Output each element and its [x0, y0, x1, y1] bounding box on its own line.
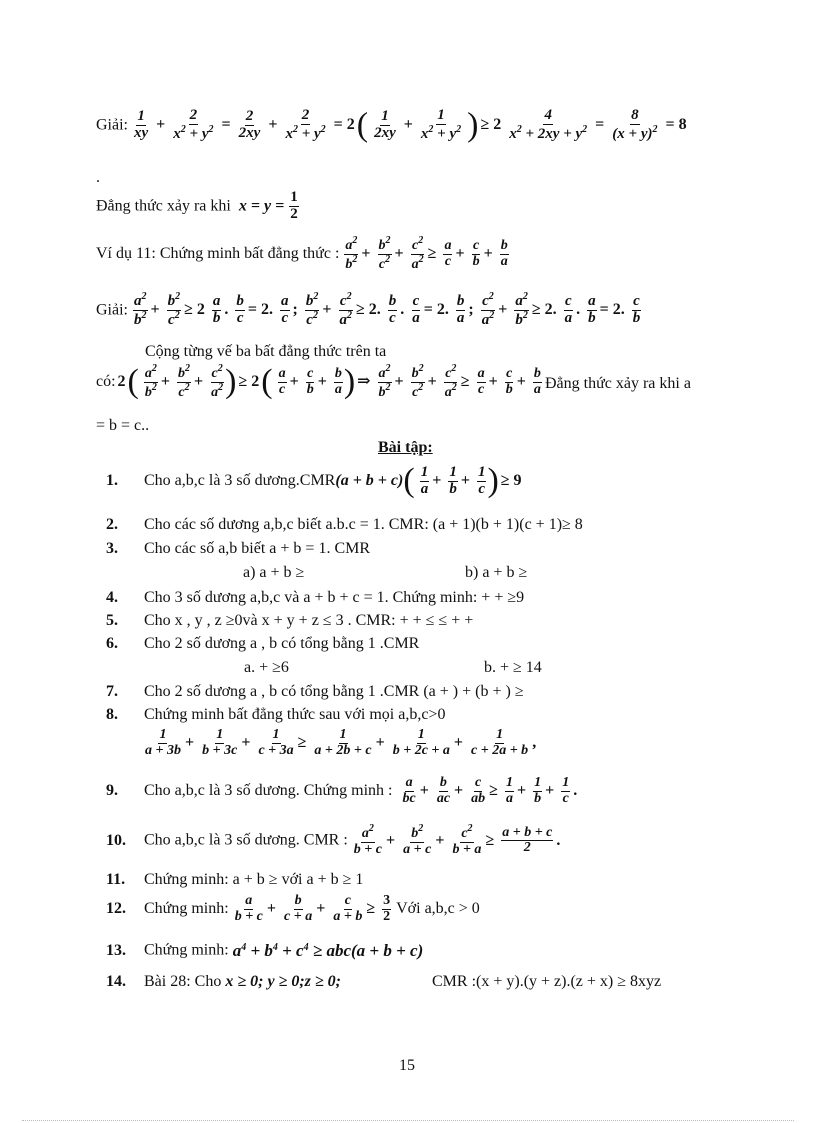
exercise-5-num: 5.: [106, 612, 118, 629]
exercise-10-num: 10.: [106, 831, 126, 849]
example-11: Ví dụ 11: Chứng minh bất đẳng thức : $\frac{a^2}{b^2}$ + $\frac{b^2}{c^2}$ + $\frac{c^2}{a^2}$ ≥ $\frac{a}{c}$ + $\frac{c}{b}$ + $\frac{b}{a}$: [96, 235, 508, 272]
exercise-6-text: Cho 2 số dương a , b có tổng bằng 1 .CMR: [144, 635, 420, 652]
co-label: có:: [96, 373, 116, 391]
exercise-5-text: Cho x , y , z ≥0và x + y + z ≤ 3 . CMR: + + ≤ ≤ + +: [144, 612, 474, 629]
exercise-7-text: Cho 2 số dương a , b có tổng bằng 1 .CMR (a + ) + (b + ) ≥: [144, 683, 524, 700]
exercise-3a: a) a + b ≥: [243, 564, 305, 581]
sum-line: có: 2( $\frac{a^2}{b^2}$ + $\frac{b^2}{c^2}$ + $\frac{c^2}{a^2}$ ) ≥ 2( $\frac{a}{c}$ + $\frac{c}{b}$ + $\frac{b}{a}$ ) ⇒ $\frac{a^2}{b^2}$ + $\frac{b^2}{c^2}$ + $\frac{c^2}{a^2}$ ≥ $\frac{a}{c}$ + $\frac{c}{b}$ + $\frac{b}{a}$: [96, 363, 541, 401]
exercise-2-text: Cho các số dương a,b,c biết a.b.c = 1. CMR: (a + 1)(b + 1)(c + 1)≥ 8: [144, 516, 583, 533]
exercise-6a: a. + ≥6: [244, 659, 289, 676]
exercise-11-num: 11.: [106, 871, 126, 888]
exercise-13: 13. Chứng minh: $a^4 + b^4 + c^4 \ge abc(a + b + c)$: [106, 941, 424, 960]
exercise-1-text: Cho a,b,c là 3 số dương.CMR: [144, 472, 336, 489]
solution-line-1: Giải: $\frac{1}{xy}$ + $\frac{2}{x^2 + y^2}$ = $\frac{2}{2xy}$ + $\frac{2}{x^2 + y^2}$ = 2( $\frac{1}{2xy}$ + $\frac{1}{x^2 + y^2}$ ) ≥ 2 $\frac{4}{x^2 + 2xy + y^2}$ = $\frac{8}{(x + y)^2}$ = 8: [96, 106, 687, 144]
exercise-8: [106, 707, 445, 723]
exercise-7: [106, 684, 524, 700]
page-number: 15: [399, 1057, 415, 1074]
example-11-text: Ví dụ 11: Chứng minh bất đẳng thức :: [96, 245, 340, 263]
equality-cont: = b = c..: [96, 417, 150, 434]
exercise-2-num: 2.: [106, 516, 118, 533]
sum-text: Cộng từng vế ba bất đẳng thức trên ta: [145, 343, 387, 360]
solution-line-2: Giải: $\frac{a^2}{b^2}$ + $\frac{b^2}{c^2}$ ≥ 2 $\frac{a}{b}$ . $\frac{b}{c}$ = 2. $\frac{a}{c}$ ; $\frac{b^2}{c^2}$ + $\frac{c^2}{a^2}$ ≥ 2. $\frac{b}{c}$ . $\frac{c}{a}$ = 2. $\frac{b}{a}$ ; $\frac{c^2}{a^2}$ + $\frac{a^2}{b^2}$ ≥ 2. $\frac{c}{a}$ . $\frac{a}{b}$ = 2. $\frac{c}{b}$: [96, 291, 641, 328]
exercise-14-text: Bài 28: Cho: [144, 973, 222, 990]
exercise-14: [106, 974, 341, 990]
exercise-13-text: Chứng minh:: [144, 941, 229, 959]
solution-label: Giải:: [96, 116, 128, 134]
exercise-6-num: 6.: [106, 635, 118, 652]
exercise-13-num: 13.: [106, 941, 126, 959]
exercise-3b: b) a + b ≥: [465, 564, 528, 581]
exercise-11-text: Chứng minh: a + b ≥ với a + b ≥ 1: [144, 871, 364, 888]
exercise-3: [106, 541, 370, 557]
exercise-1-num: 1.: [106, 472, 118, 489]
exercise-6: [106, 636, 419, 652]
dot: .: [96, 169, 100, 186]
exercise-1: 1. Cho a,b,c là 3 số dương.CMR(a + b + c)( $\frac{1}{a}$ + $\frac{1}{b}$ + $\frac{1}{c}$ ) ≥ 9: [106, 462, 522, 499]
exercise-8-num: 8.: [106, 706, 118, 723]
equality-text: Đẳng thức xảy ra khi: [96, 197, 231, 215]
exercise-title: Bài tập:: [378, 439, 433, 456]
exercise-9: 9. Cho a,b,c là 3 số dương. Chứng minh : $\frac{a}{bc}$ + $\frac{b}{ac}$ + $\frac{c}{ab}$ ≥ $\frac{1}{a}$ + $\frac{1}{b}$ + $\frac{1}{c}$ .: [106, 775, 578, 806]
equality-text-2: Đẳng thức xảy ra khi a: [545, 375, 691, 392]
exercise-12: 12. Chứng minh: $\frac{a}{b + c}$ + $\frac{b}{c + a}$ + $\frac{c}{a + b}$ ≥ $\frac{3}{2}$ Với a,b,c > 0: [106, 893, 480, 924]
exercise-10: 10. Cho a,b,c là 3 số dương. CMR : $\frac{a^2}{b + c}$ + $\frac{b^2}{a + c}$ + $\frac{c^2}{b + a}$ ≥ $\frac{a + b + c}{2}$ .: [106, 823, 561, 857]
exercise-8-formula: $\frac{1}{a + 3b}$ + $\frac{1}{b + 3c}$ + $\frac{1}{c + 3a}$ ≥ $\frac{1}{a + 2b + c}$ + $\frac{1}{b + 2c + a}$ + $\frac{1}{c + 2a + b}$ ,: [145, 727, 537, 758]
footer-divider: [22, 1120, 794, 1121]
exercise-9-num: 9.: [106, 782, 118, 800]
exercise-9-text: Cho a,b,c là 3 số dương. Chứng minh :: [144, 782, 393, 800]
exercise-7-num: 7.: [106, 683, 118, 700]
exercise-12-num: 12.: [106, 900, 126, 918]
exercise-5: [106, 613, 473, 629]
exercise-14-num: 14.: [106, 973, 126, 990]
exercise-4: [106, 590, 524, 606]
exercise-14-tail: CMR :(x + y).(y + z).(z + x) ≥ 8xyz: [432, 973, 662, 990]
exercise-10-text: Cho a,b,c là 3 số dương. CMR :: [144, 831, 348, 849]
exercise-3-text: Cho các số a,b biết a + b = 1. CMR: [144, 540, 371, 557]
exercise-11: [106, 872, 363, 888]
exercise-14-condition: x ≥ 0; y ≥ 0;z ≥ 0;: [225, 973, 341, 990]
solution-label-2: Giải:: [96, 301, 128, 319]
exercise-4-num: 4.: [106, 589, 118, 606]
exercise-8-text: Chứng minh bất đẳng thức sau với mọi a,b,c>0: [144, 706, 446, 723]
exercise-12-text: Chứng minh:: [144, 900, 229, 918]
equality-line-1: Đẳng thức xảy ra khi x = y = $\frac{1}{2}$: [96, 189, 298, 222]
exercise-2: [106, 517, 583, 533]
exercise-3-num: 3.: [106, 540, 118, 557]
exercise-6b: b. + ≥ 14: [484, 659, 542, 676]
exercise-4-text: Cho 3 số dương a,b,c và a + b + c = 1. Chứng minh: + + ≥9: [144, 589, 525, 606]
exercise-12-tail: Với a,b,c > 0: [396, 900, 480, 918]
